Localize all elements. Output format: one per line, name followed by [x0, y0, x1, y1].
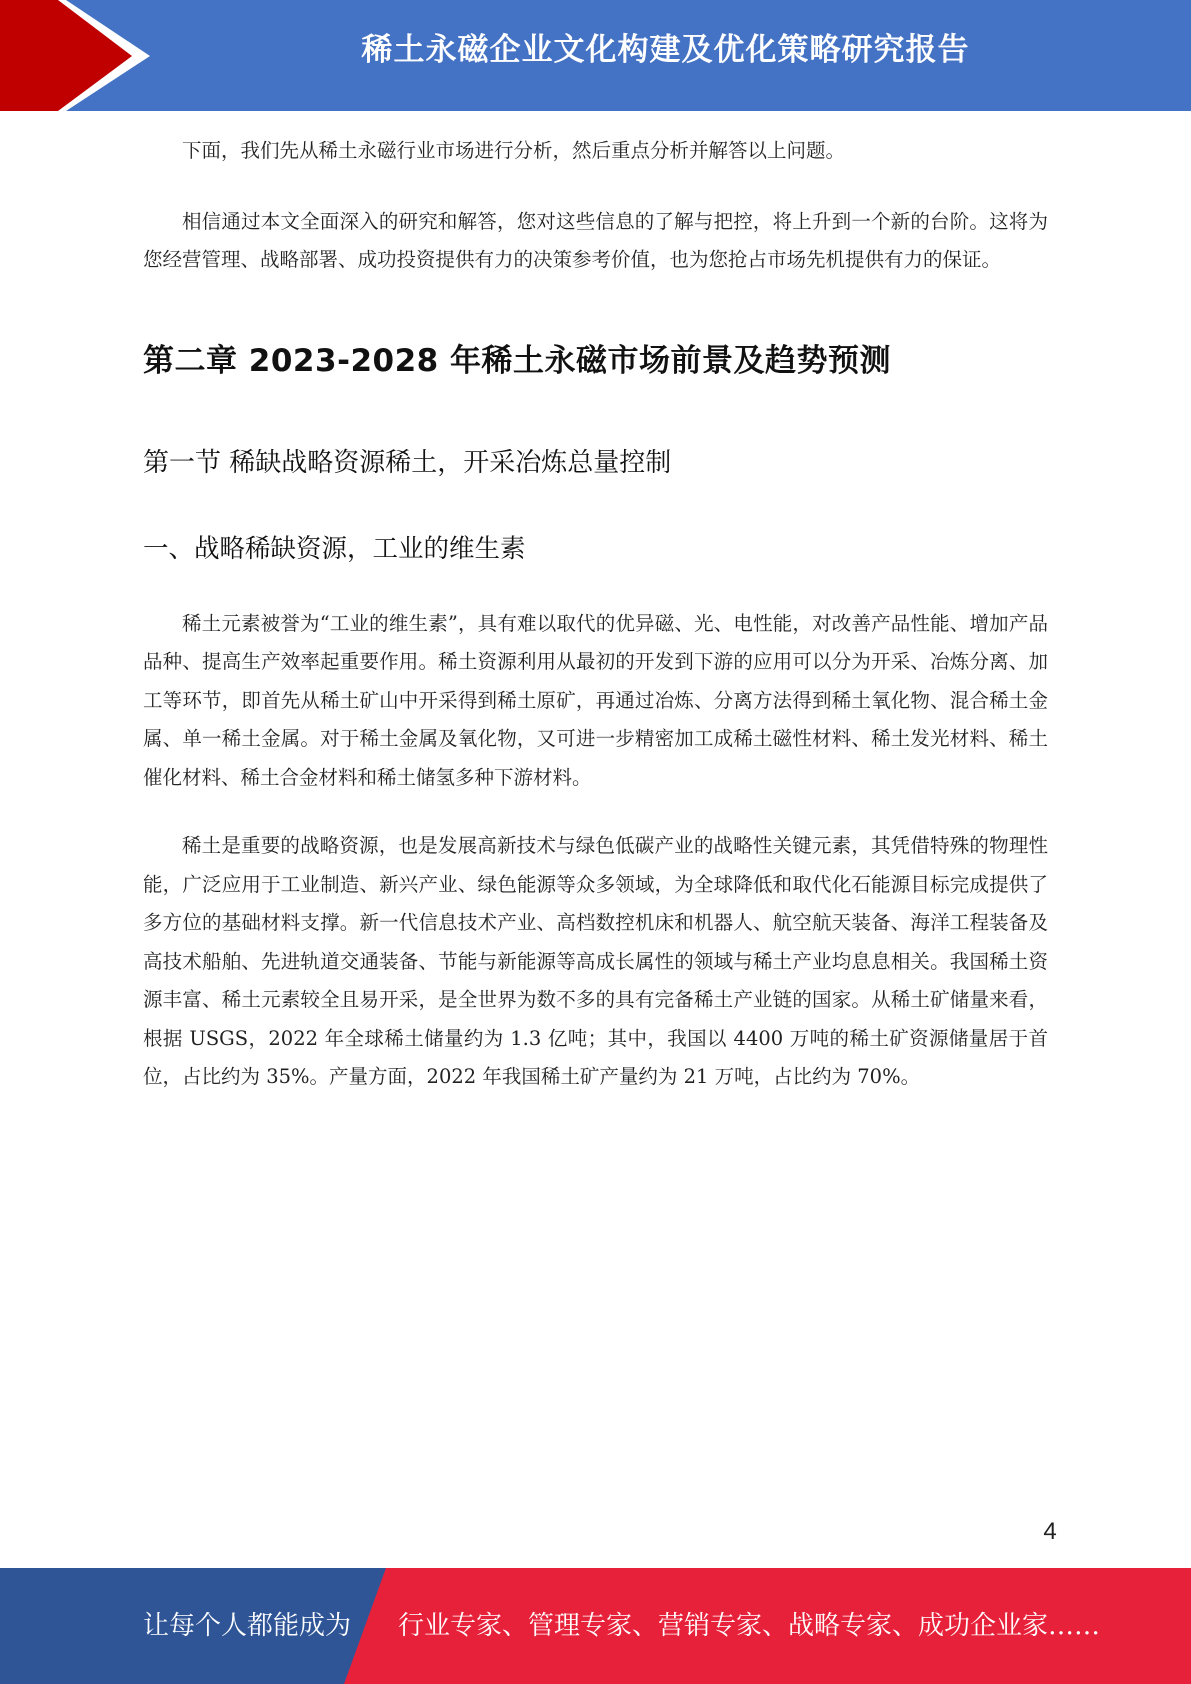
body-paragraph-1: 稀土元素被誉为“工业的维生素”，具有难以取代的优异磁、光、电性能，对改善产品性能、增加产品品种、提高生产效率起重要作用。稀土资源利用从最初的开发到下游的应用可以分为开采、冶炼分离、加工等环节，即首先从稀土矿山中开采得到稀土原矿，再通过冶炼、分离方法得到稀土氧化物、混合稀土金属、单一稀土金属。对于稀土金属及氧化物，又可进一步精密加工成稀土磁性材料、稀土发光材料、稀土催化材料、稀土合金材料和稀土储氢多种下游材料。	[143, 611, 1048, 789]
footer-banner	[0, 1568, 1191, 1684]
footer-slogan-left: 让每个人都能成为	[143, 1611, 352, 1641]
chapter-heading: 第二章 2023-2028 年稀土永磁市场前景及趋势预测	[143, 342, 892, 379]
intro-paragraph-1: 下面，我们先从稀土永磁行业市场进行分析，然后重点分析并解答以上问题。	[182, 139, 846, 162]
section-heading: 第一节 稀缺战略资源稀土，开采冶炼总量控制	[143, 447, 672, 478]
report-title: 稀土永磁企业文化构建及优化策略研究报告	[361, 32, 970, 68]
header-chevron-decoration	[0, 0, 160, 111]
subsection-heading: 一、战略稀缺资源，工业的维生素	[143, 533, 526, 564]
footer-slogan-right: 行业专家、管理专家、营销专家、战略专家、成功企业家……	[398, 1611, 1101, 1641]
intro-paragraph-2: 相信通过本文全面深入的研究和解答，您对这些信息的了解与把控，将上升到一个新的台阶。这将为您经营管理、战略部署、成功投资提供有力的决策参考价值，也为您抢占市场先机提供有力的保证。	[143, 209, 1048, 271]
page-content	[143, 132, 1048, 1097]
page-number: 4	[1043, 1518, 1057, 1545]
body-paragraph-2: 稀土是重要的战略资源，也是发展高新技术与绿色低碳产业的战略性关键元素，其凭借特殊的物理性能，广泛应用于工业制造、新兴产业、绿色能源等众多领域，为全球降低和取代化石能源目标完成提供了多方位的基础材料支撑。新一代信息技术产业、高档数控机床和机器人、航空航天装备、海洋工程装备及高技术船舶、先进轨道交通装备、节能与新能源等高成长属性的领域与稀土产业均息息相关。我国稀土资源丰富、稀土元素较全且易开采，是全世界为数不多的具有完备稀土产业链的国家。从稀土矿储量来看，根据 USGS，2022 年全球稀土储量约为 1.3 亿吨；其中，我国以 4400 万吨的稀土矿资源储量居于首位，占比约为 35%。产量方面，2022 年我国稀土矿产量约为 21 万吨，占比约为 70%。	[143, 834, 1048, 1088]
